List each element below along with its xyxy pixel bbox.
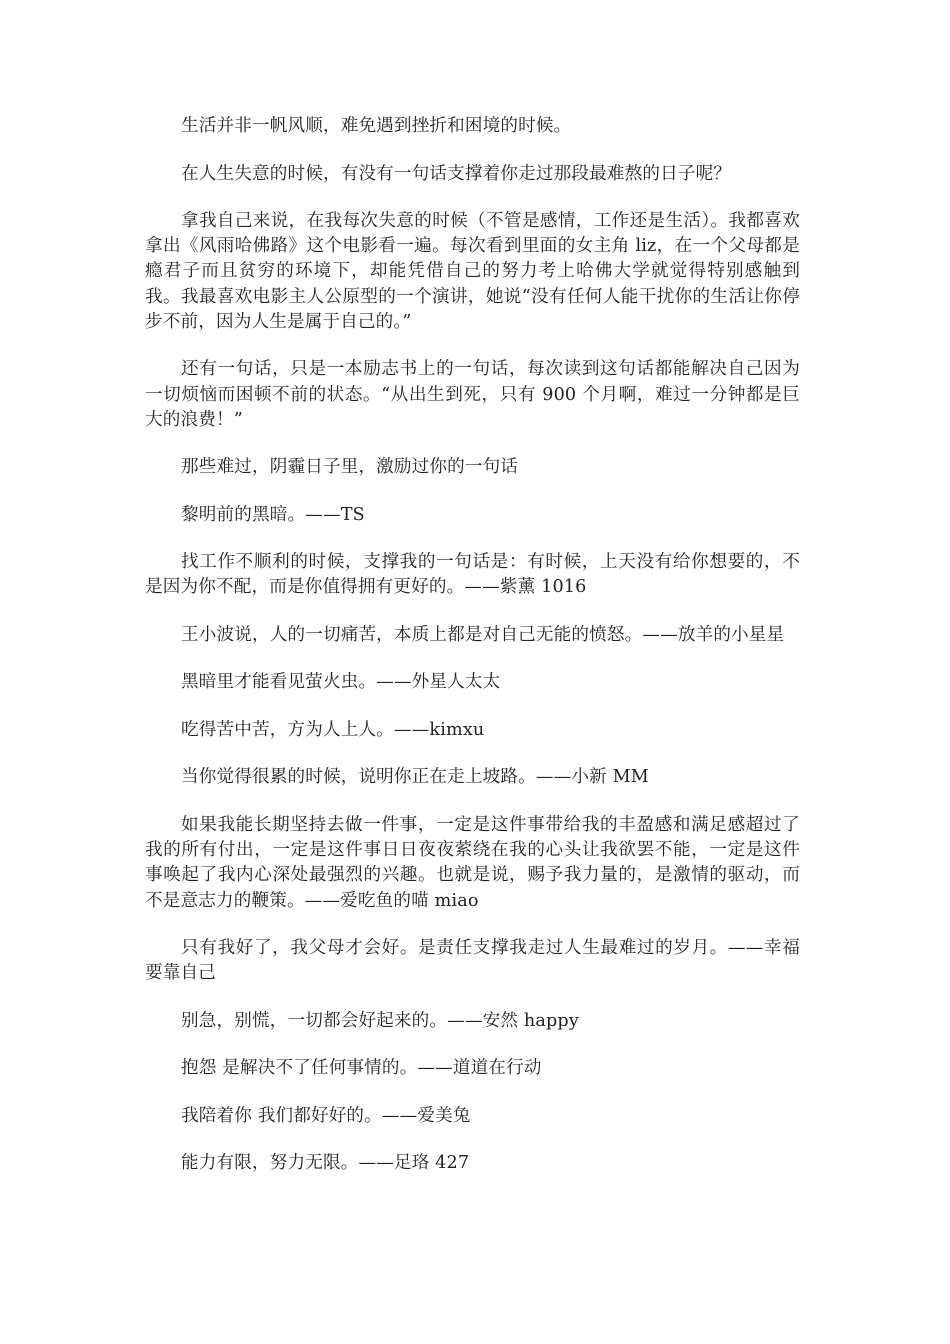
quote-item: 别急，别慌，一切都会好起来的。——安然 happy bbox=[181, 1010, 579, 1031]
quote-item: 找工作不顺利的时候，支撑我的一句话是：有时候，上天没有给你想要的，不是因为你不配，而是你值得拥有更好的。——紫薰 1016 bbox=[145, 552, 800, 598]
quote-item: 能力有限，努力无限。——足珞 427 bbox=[181, 1153, 470, 1174]
quote-item: 吃得苦中苦，方为人上人。——kimxu bbox=[181, 719, 485, 740]
quote-item: 黎明前的黑暗。——TS bbox=[181, 504, 365, 525]
paragraph-book-quote: 还有一句话，只是一本励志书上的一句话，每次读到这句话都能解决自己因为一切烦恼而困顿不前的状态。“从出生到死，只有 900 个月啊，难过一分钟都是巨大的浪费！” bbox=[145, 359, 800, 430]
quote-item: 如果我能长期坚持去做一件事，一定是这件事带给我的丰盈感和满足感超过了我的所有付出，一定是这件事日日夜夜萦绕在我的心头让我欲罢不能，一定是这件事唤起了我内心深处最强烈的兴趣。也就是说，赐予我力量的，是激情的驱动，而不是意志力的鞭策。——爱吃鱼的喵 miao bbox=[145, 814, 800, 911]
quote-item: 我陪着你 我们都好好的。——爱美兔 bbox=[181, 1105, 471, 1126]
quote-item: 只有我好了，我父母才会好。是责任支撑我走过人生最难过的岁月。——幸福要靠自己 bbox=[145, 938, 800, 984]
paragraph-personal-story: 拿我自己来说，在我每次失意的时候（不管是感情，工作还是生活）。我都喜欢拿出《风雨哈佛路》这个电影看一遍。每次看到里面的女主角 liz，在一个父母都是瘾君子而且贫穷的环境下，却能凭借自己的努力考上哈佛大学就觉得特别感触到我。我最喜欢电影主人公原型的一个演讲，她说“没有任何人能干扰你的生活让你停步不前，因为人生是属于自己的。” bbox=[145, 211, 800, 332]
quote-item: 黑暗里才能看见萤火虫。——外星人太太 bbox=[181, 672, 501, 693]
document-body bbox=[145, 114, 800, 1199]
quote-item: 当你觉得很累的时候，说明你正在走上坡路。——小新 MM bbox=[181, 767, 649, 788]
quote-item: 抱怨 是解决不了任何事情的。——道道在行动 bbox=[181, 1058, 542, 1079]
paragraph-intro: 生活并非一帆风顺，难免遇到挫折和困境的时候。 bbox=[181, 116, 572, 136]
quote-item: 王小波说，人的一切痛苦，本质上都是对自己无能的愤怒。——放羊的小星星 bbox=[181, 624, 785, 645]
paragraph-section-heading: 那些难过，阴霾日子里，激励过你的一句话 bbox=[181, 457, 519, 478]
paragraph-question: 在人生失意的时候，有没有一句话支撑着你走过那段最难熬的日子呢？ bbox=[181, 163, 732, 184]
